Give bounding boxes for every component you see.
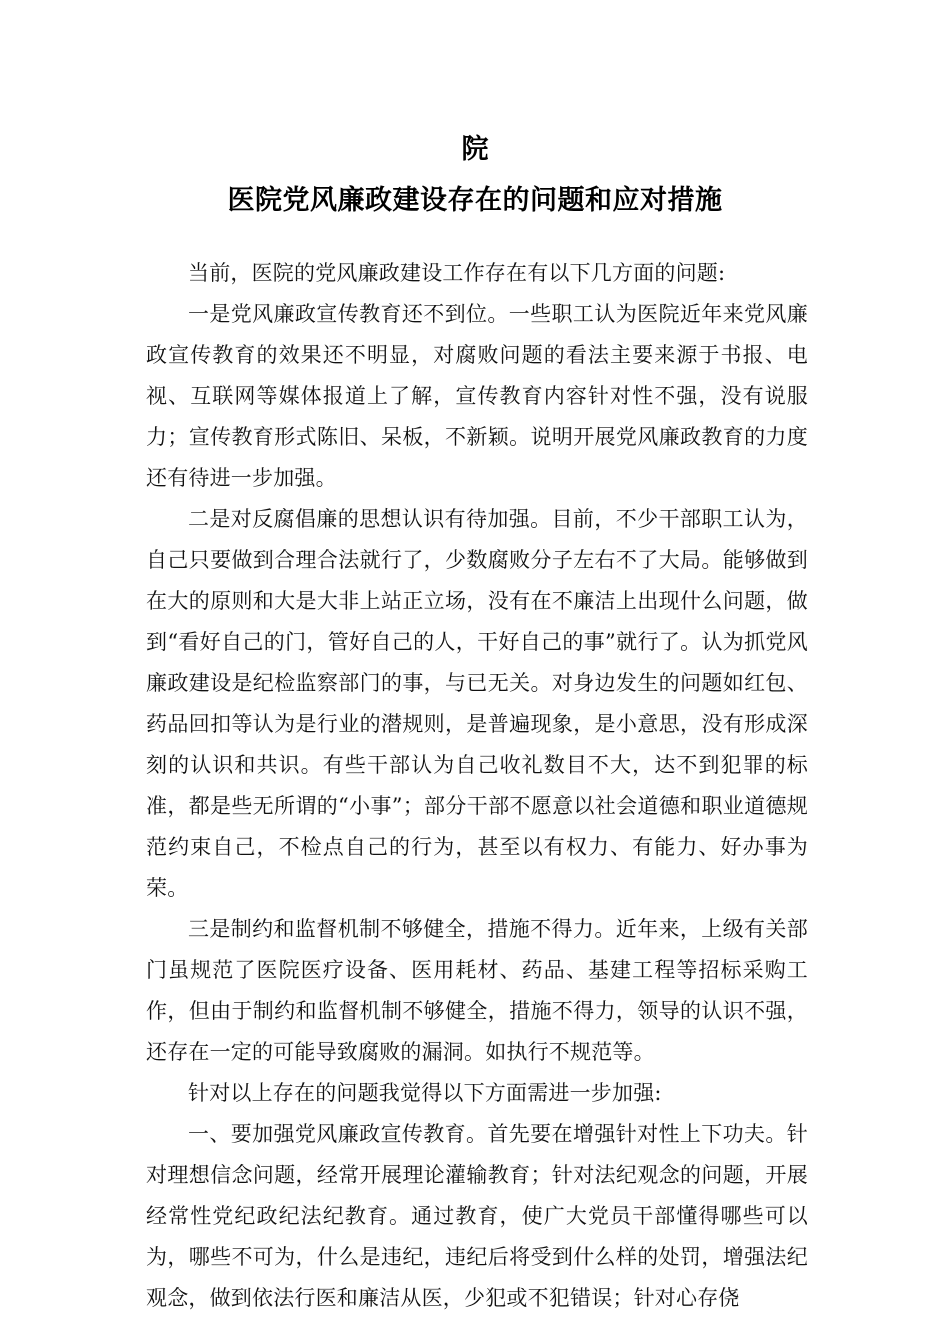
paragraph-problem-2: 二是对反腐倡廉的思想认识有待加强。目前，不少干部职工认为，自己只要做到合理合法就行了，少数腐败分子左右不了大局。能够做到在大的原则和大是大非上站正立场，没有在不廉洁上出现什么问题，做到“看好自己的门，管好自己的人，干好自己的事”就行了。认为抓党风廉政建设是纪检监察部门的事，与已无关。对身边发生的问题如红包、药品回扣等认为是行业的潜规则，是普遍现象，是小意思，没有形成深刻的认识和共识。有些干部认为自己收礼数目不大，达不到犯罪的标准，都是些无所谓的“小事”；部分干部不愿意以社会道德和职业道德规范约束自己，不检点自己的行为，甚至以有权力、有能力、好办事为荣。 <box>146 507 808 900</box>
paragraph-transition: 针对以上存在的问题我觉得以下方面需进一步加强: <box>188 1081 662 1105</box>
paragraph-problem-1: 一是党风廉政宣传教育还不到位。一些职工认为医院近年来党风廉政宣传教育的效果还不明显，对腐败问题的看法主要来源于书报、电视、互联网等媒体报道上了解，宣传教育内容针对性不强，没有说服力；宣传教育形式陈旧、呆板，不新颖。说明开展党风廉政教育的力度还有待进一步加强。 <box>146 302 808 490</box>
paragraph-problem-3: 三是制约和监督机制不够健全，措施不得力。近年来，上级有关部门虽规范了医院医疗设备、医用耗材、药品、基建工程等招标采购工作，但由于制约和监督机制不够健全，措施不得力，领导的认识不强，还存在一定的可能导致腐败的漏洞。如执行不规范等。 <box>146 917 808 1064</box>
paragraph-measure-1: 一、要加强党风廉政宣传教育。首先要在增强针对性上下功夫。针对理想信念问题，经常开展理论灌输教育；针对法纪观念的问题，开展经常性党纪政纪法纪教育。通过教育，使广大党员干部懂得哪些可以为，哪些不可为，什么是违纪，违纪后将受到什么样的处罚，增强法纪观念，做到依法行医和廉洁从医，少犯或不犯错误；针对心存侥 <box>146 1122 808 1310</box>
document-heading: 院 <box>461 134 489 165</box>
document-body <box>146 253 808 1319</box>
document-title: 医院党风廉政建设存在的问题和应对措施 <box>227 185 723 216</box>
paragraph-intro: 当前，医院的党风廉政建设工作存在有以下几方面的问题: <box>188 261 726 285</box>
